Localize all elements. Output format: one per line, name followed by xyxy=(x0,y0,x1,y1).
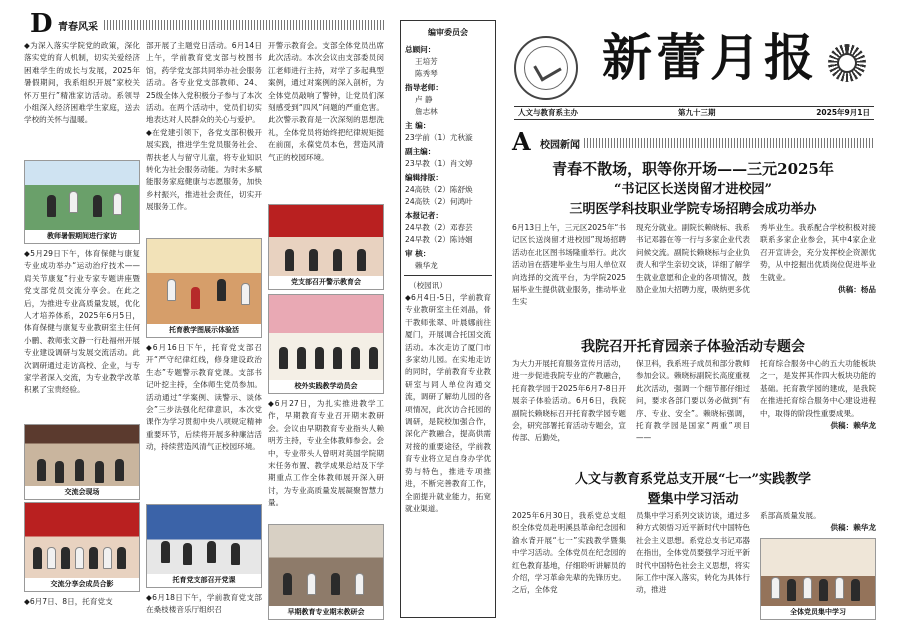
photo-childcare-display xyxy=(146,238,262,338)
figure xyxy=(351,347,360,369)
photo-scene xyxy=(147,239,261,324)
section-rule xyxy=(104,20,384,30)
article1-col1 xyxy=(512,222,626,332)
photo-caption: 全体党员集中学习 xyxy=(761,606,875,619)
section-letter: D xyxy=(30,9,53,39)
paragraph: ◆6月4日-5日，学前教育专业教研室主任刘晶，骨干教师张翠、叶晨娜前往厦门，开展调合托国交流活动。本次走访了厦门市多家幼儿园。在实地走访的同时，学前教育专业教研室与同人单位沟通交流，调研了解幼儿园的各项情况，此次访合托园的调研，是院校加强合作，深化产教融合，提高供需对接的重要途径，学前教育专业将立足自身办学优势与特色，推进专项推进，不断完善教育工作，全面提升就业能力，拓宽就业渠道。 xyxy=(405,293,491,513)
figure xyxy=(47,195,56,217)
editorial-label: 副主编： xyxy=(405,147,436,156)
figure xyxy=(217,279,226,301)
editorial-label: 总顾问： xyxy=(405,45,436,54)
paragraph: 6月13日上午，三元区2025年“书记区长送岗留才进校园”现场招聘活动在北区图书场隆重举行。此次活动旨在搭建毕业生与用人单位双向选择的交流平台，为学院2025届毕业生提供就业服务，推动毕业生实 xyxy=(512,223,626,307)
figure xyxy=(279,347,288,369)
figure xyxy=(191,287,200,309)
paragraph: ◆6月18日下午，学前教育党支部在桑枝楼音乐厅组织召 xyxy=(146,593,262,615)
paragraph: 员集中学习系列交谈访谈，通过多种方式领悟习近平新时代中国特色社会主义思想。系党总支书记邓器在指出，全体党员要强学习近平新时代中国特色社会主义思想，将实际工作中深入落实，转化为具体行动，推进 xyxy=(636,511,750,595)
photo-caption: 校外实践教学动员会 xyxy=(269,380,383,393)
figure xyxy=(297,347,306,369)
figure xyxy=(835,577,844,599)
section-d-header xyxy=(24,9,384,39)
article3-signature: 供稿：赖华龙 xyxy=(830,523,876,533)
figure xyxy=(103,547,112,569)
issue-number: 第九十三期 xyxy=(678,108,716,117)
figure xyxy=(75,547,84,569)
figure xyxy=(37,459,46,481)
editorial-label: 本报记者： xyxy=(405,211,443,220)
photo-scene xyxy=(269,295,383,380)
sunrise-logo-icon xyxy=(820,36,874,90)
figure xyxy=(309,249,318,271)
section-title: 校园新闻 xyxy=(540,140,580,151)
photo-party-study xyxy=(760,538,876,620)
figure xyxy=(331,573,340,595)
figure xyxy=(183,543,192,565)
editorial-value: 王培芳 xyxy=(415,57,438,66)
article1-col3 xyxy=(760,222,876,332)
paragraph: 托育综合服务中心的五大功能板块之一，是发挥其作四大板块功能的基础。托育教学园的建成，是我院在推进托育综合服务中心建设进程中，取得的阶段性重要成果。 xyxy=(760,359,876,418)
figure xyxy=(115,459,124,481)
paragraph: 部开展了主题党日活动。6月14日上午，学前教育党支部与校图书馆，药学党支部共同举办社会服务活动。各专业党支部教师、24、25级全体入党积极分子参与了本次活动。在两个活动中，党员们切实地表达对人民群众的关心与爱护。 xyxy=(146,41,262,125)
editorial-value: 24早教（2）陈诗姻 xyxy=(405,235,473,244)
photo-warning-meeting xyxy=(268,204,384,290)
article1-signature: 供稿：杨品 xyxy=(838,285,876,295)
photo-teaching-research xyxy=(268,524,384,620)
paragraph: ◆在党建引领下，各党支部积极开展实践，推进学生党员服务社会、帮扶老人与留守儿童，将专业知识转化为社会服务动能。为时未多赋能服务家庭健康与志愿服务，加快乡村振兴，推进社会责任，切实开展服务工作。 xyxy=(146,127,262,212)
paragraph: 保卫科，我系班子成员和部分教师参加会议。赖晓标副院长高度重视此次活动，强调一个细节都仔细过问，要求各部门要以务必做到“有序、专业、安全”。赖晓标强调，托育教学园是国家“两重”项目—— xyxy=(636,359,750,443)
left-article-col2c xyxy=(146,592,262,620)
figure xyxy=(69,191,78,213)
figure xyxy=(333,249,342,271)
figure xyxy=(113,193,122,215)
editorial-label: 指导老师： xyxy=(405,83,443,92)
school-seal-icon xyxy=(514,36,578,100)
figure xyxy=(95,461,104,483)
left-article-col2 xyxy=(146,40,262,236)
photo-caption: 党支部召开警示教育会 xyxy=(269,276,383,289)
photo-exchange-meeting xyxy=(24,424,140,500)
left-article-col1b xyxy=(24,248,140,422)
photo-caption: 早期教育专业期末教研会 xyxy=(269,606,383,619)
editorial-board xyxy=(400,20,496,618)
figure xyxy=(207,541,216,563)
sponsor: 人文与教育系主办 xyxy=(518,108,578,117)
left-article-col3b xyxy=(268,398,384,522)
photo-caption: 托育党支部召开党课 xyxy=(147,574,261,587)
masthead xyxy=(506,10,880,122)
article3-headline-1: 人文与教育系党总支开展“七一”实践教学 xyxy=(575,472,811,487)
article3-col3 xyxy=(760,510,876,536)
figure xyxy=(803,577,812,599)
photo-scene xyxy=(25,503,139,578)
figure xyxy=(241,283,250,305)
figure xyxy=(161,541,170,563)
left-article-col1c xyxy=(24,596,140,620)
figure xyxy=(333,347,342,369)
photo-group-photo xyxy=(24,502,140,592)
paragraph: ◆为深入落实学院党的政策，深化落实党的育人机制，切实关爱经济困难学生的成长与发展，2025年暑假期间，我系组织开展“家校关怀万里行”精准家访活动。系领导小组深入经济困难学生家庭，送去学校的关怀与温暖。 xyxy=(24,41,140,125)
paragraph: 系部高质量发展。 xyxy=(760,511,821,520)
editorial-value: 24高铁（2）何鸿叶 xyxy=(405,197,473,206)
news-header: （校园讯） xyxy=(409,281,447,290)
photo-scene xyxy=(25,425,139,486)
article1-headline-2: “书记区长送岗留才进校园” xyxy=(614,182,772,197)
article2-signature: 供稿：赖华龙 xyxy=(830,421,876,431)
figure xyxy=(89,547,98,569)
paragraph: ◆6月7日、8日，托育党支 xyxy=(24,597,113,606)
article2-col2 xyxy=(636,358,750,462)
article3-col2 xyxy=(636,510,750,620)
article1-col2 xyxy=(636,222,750,332)
photo-caption: 教师暑假期间进行家访 xyxy=(25,230,139,243)
left-article-col2b xyxy=(146,342,262,502)
photo-caption: 交流分享会成员合影 xyxy=(25,578,139,591)
section-d-column xyxy=(22,10,392,626)
figure xyxy=(369,347,378,369)
figure xyxy=(55,461,64,483)
paragraph: 2025年6月30日，我系党总支组织全体党员赴明溪县革命纪念园和渝水背开展“七一”实践教学暨集中学习活动。全体党员在纪念园的红色教育基地，仔细聆听讲解员的介绍，学习革命先辈的先锋历史。之后，全体党 xyxy=(512,511,626,595)
newspaper-page xyxy=(22,10,880,626)
sun-core xyxy=(837,53,857,73)
paragraph: 秀毕业生。我系配合学校积极对接联系多家企业参会，其中4家企业召开宣讲会，充分发挥校企资源优势，从中挖掘出优质岗位促进毕业生就业。 xyxy=(760,223,876,282)
article3-headline-2: 暨集中学习活动 xyxy=(647,492,739,507)
paragraph: 现充分就业。副院长赖晓标、我系书记邓器在等一行与多家企业代表问候交流。副院长赖晓标与企业负责人和学生亲切交谈，详细了解学生就业意愿和企业的各项情况，鼓励企业加大招聘力度，吸纳更多优 xyxy=(636,223,750,295)
article2-col1 xyxy=(512,358,626,462)
figure xyxy=(285,249,294,271)
figure xyxy=(231,543,240,565)
editorial-value: 23早教（1）肖文婷 xyxy=(405,159,473,168)
paragraph: 开警示教育会。支部全体党员出席此次活动。本次会议由支部委员闵江老师进行主持，对学了多起典型案例，通过对案例的深入剖析，为全体党员敲响了警钟，让党员们深刻感受到“四风”问题的严重危害。此次警示教育是一次深刻的思想洗礼，全体党员将始终把纪律规矩挺在前面，永葆党员本色，营造风清气正的校园环境。 xyxy=(268,41,384,162)
issue-date: 2025年9月1日 xyxy=(816,108,870,117)
figure xyxy=(117,547,126,569)
figure xyxy=(771,577,780,599)
left-article-col3 xyxy=(268,40,384,202)
editorial-value: 23学前（1）尤秋漩 xyxy=(405,133,473,142)
photo-scene xyxy=(269,205,383,276)
editorial-title: 编审委员会 xyxy=(428,28,468,37)
issue-bar xyxy=(514,106,874,120)
paragraph: ◆6月16日下午，托育党支部召开“严守纪律红线，修身建设政治生态”专题警示教育党课。支部书记叶挖主持，全体师生党员参加。活动通过“学案例、读警示、谈体会”三步法强化纪律意识，本次党课作为学习贯彻中央八项规定精神重要环节，后续将开展多种廉洁活动，持续营造风清气正校园环境。 xyxy=(146,343,262,452)
figure xyxy=(93,195,102,217)
article1-headline-1: 青春不散场，职等你开场——三元2025年 xyxy=(552,160,834,178)
figure xyxy=(283,573,292,595)
editorial-value: 24早教（2）邓春芸 xyxy=(405,223,473,232)
editorial-value: 24高铁（2）陈舒焕 xyxy=(405,185,473,194)
figure xyxy=(851,579,860,601)
article2-col3 xyxy=(760,358,876,462)
left-article-col1 xyxy=(24,40,140,160)
photo-scene xyxy=(761,539,875,606)
figure xyxy=(355,573,364,595)
editorial-value: 卢 静 xyxy=(415,95,433,104)
editorial-label: 主 编： xyxy=(405,121,431,130)
editorial-label: 编辑排版： xyxy=(405,173,443,182)
section-rule xyxy=(584,138,874,148)
paragraph: 为大力开展托育服务宣传月活动，进一步促进我院专业的产教融合，托育教学园于2025年6月7-8日开展亲子体验活动。6月6日，我院副院长赖晓标召开托育教学园专题会，研究部署托育活动专题会，宣传部、后勤处， xyxy=(512,359,626,443)
campus-brief xyxy=(401,292,495,580)
photo-caption: 交流会现场 xyxy=(25,486,139,499)
article1-headline-3: 三明医学科技职业学院专场招聘会成功举办 xyxy=(569,202,817,217)
paragraph: ◆5月29日下午，体育保健与康复专业成功举办“运动治疗技术——肩关节康复”行业专家专题讲座暨党支部党员交流分享会。在此之后，为推进专业高质量发展，优化人才培养体系，2025年6月5日，体育保健与康复专业教研室主任何小鹏、教师张文静一行赴福州开展专业建设调研与发展交流活动。此次调研通过走访高校、企业，与专家学者深入交流，为专业教学改革积累了宝贵经验。 xyxy=(24,249,140,395)
photo-scene xyxy=(269,525,383,606)
section-letter: A xyxy=(512,127,531,156)
photo-caption: 托育教学图展示体验活 xyxy=(147,324,261,337)
editorial-value: 赖华龙 xyxy=(415,261,438,270)
photo-home-visit xyxy=(24,160,140,244)
section-a-header xyxy=(512,127,882,156)
photo-party-lesson xyxy=(146,504,262,588)
editorial-label: 审 核： xyxy=(405,249,431,258)
editorial-value: 詹志林 xyxy=(415,107,438,116)
photo-practice-mobilization xyxy=(268,294,384,394)
figure xyxy=(819,579,828,601)
divider xyxy=(404,275,492,276)
article2-headline: 我院召开托育园亲子体验活动专题会 xyxy=(581,339,805,355)
paragraph: ◆6月27日，为扎实推进教学工作，早期教育专业召开期末教研会。会议由早期教育专业指头人赖明芳主持，专业全体教师参会。会中，专业带头人曾明对英国学院期末任务布置、教学成果总结及下学期重点工作全体教师展开深入研讨，为专业高质量发展凝聚智慧力量。 xyxy=(268,399,384,508)
editorial-value: 陈秀琴 xyxy=(415,69,438,78)
figure xyxy=(357,249,366,271)
figure xyxy=(167,279,176,301)
figure xyxy=(33,547,42,569)
article3-col1 xyxy=(512,510,626,620)
section-title: 青春风采 xyxy=(58,22,98,33)
newspaper-title: 新蕾月报 xyxy=(602,28,818,87)
figure xyxy=(47,547,56,569)
figure xyxy=(315,347,324,369)
figure xyxy=(787,579,796,601)
photo-scene xyxy=(25,161,139,230)
photo-scene xyxy=(147,505,261,574)
figure xyxy=(61,547,70,569)
figure xyxy=(307,573,316,595)
figure xyxy=(75,459,84,481)
